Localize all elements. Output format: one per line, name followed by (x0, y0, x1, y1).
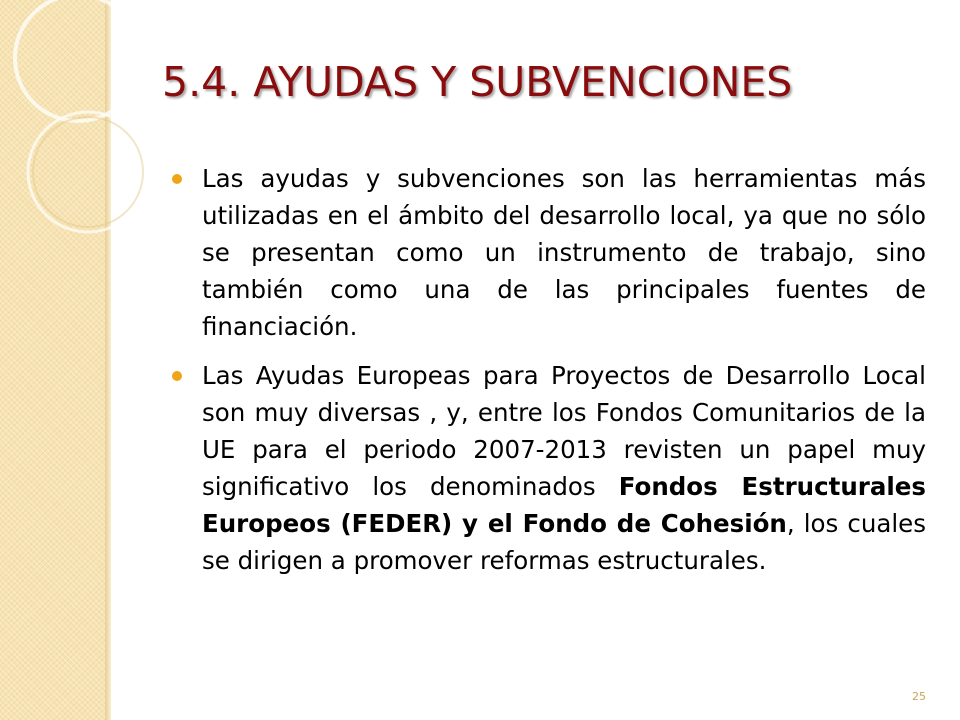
bullet-dot-icon (172, 371, 182, 381)
decorative-ring-shadow (33, 117, 143, 227)
bullet-text-before: Las Ayudas Europeas para Proyectos de Desarrollo Local son muy diversas , y, entre los Fondos Comunitarios de la UE para el periodo 2007-2013 revisten un papel muy significativo los denominados (202, 361, 926, 501)
bullet-bold-text: Fondos Estructurales Europeos (FEDER) y el Fondo de Cohesión (202, 472, 926, 538)
bullet-dot-icon (172, 174, 182, 184)
bullet-text-after: , los cuales se dirigen a promover reformas estructurales. (202, 509, 926, 575)
bullet-item-herramientas (170, 160, 926, 345)
decorative-ring-small (28, 112, 148, 232)
page-number: 25 (912, 690, 926, 703)
bullet-item-ayudas-europeas (170, 357, 926, 579)
decorative-ring-large (15, 0, 141, 121)
slide-title: 5.4. AYUDAS Y SUBVENCIONES (162, 58, 793, 106)
decorative-rings (0, 0, 160, 260)
bullet-text: Las ayudas y subvenciones son las herramientas más utilizadas en el ámbito del desarrollo local, ya que no sólo se presentan como un instrumento de trabajo, sino también como una de las principales fuentes de financiación. (202, 164, 926, 341)
bullet-list (170, 160, 926, 591)
